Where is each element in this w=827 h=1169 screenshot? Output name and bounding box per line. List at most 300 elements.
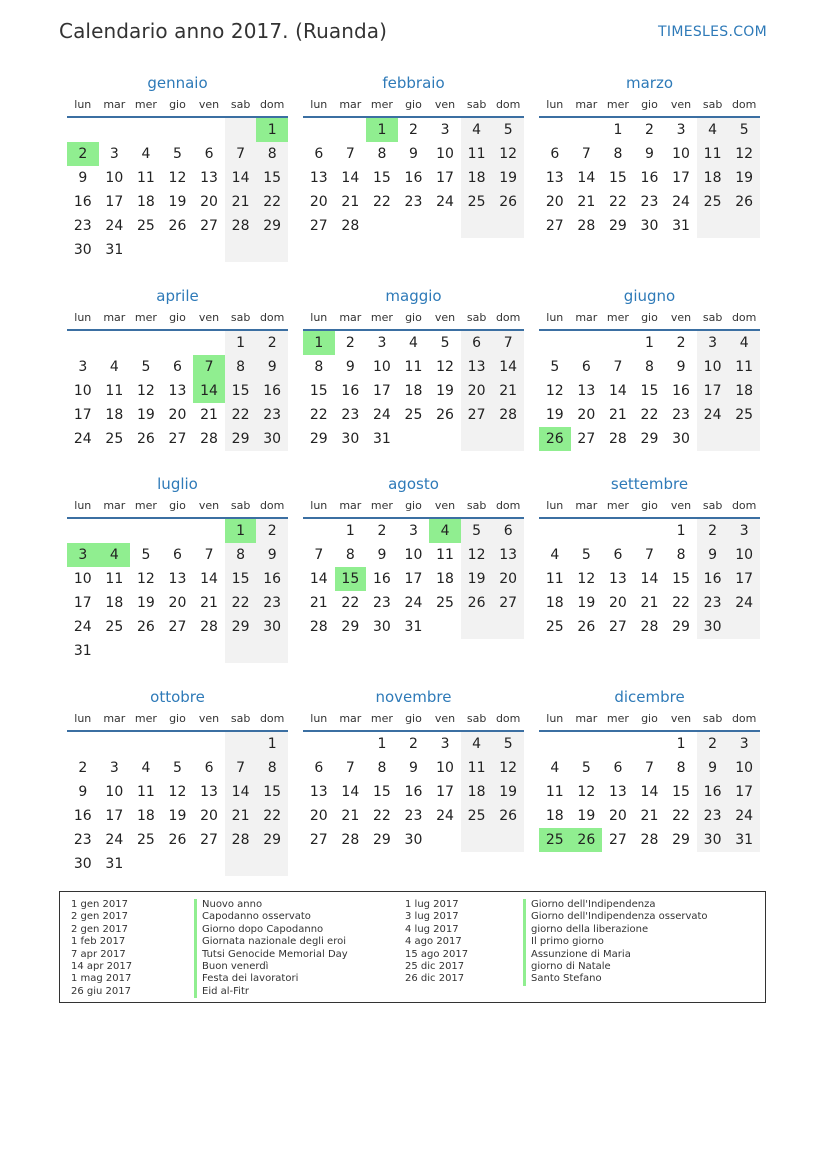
day-cell[interactable]: 9 xyxy=(645,146,654,162)
day-cell[interactable]: 13 xyxy=(200,784,218,800)
day-cell[interactable]: 1 xyxy=(613,122,623,138)
day-cell[interactable]: 4 xyxy=(550,547,560,563)
day-cell[interactable]: 26 xyxy=(571,828,603,852)
day-cell[interactable]: 25 xyxy=(461,190,493,214)
day-cell[interactable]: 15 xyxy=(309,383,328,399)
day-cell[interactable]: 9 xyxy=(676,359,686,375)
day-cell[interactable]: 16 xyxy=(256,379,288,403)
day-cell[interactable]: 26 xyxy=(168,832,187,848)
day-cell[interactable]: 9 xyxy=(409,760,418,776)
day-cell[interactable]: 18 xyxy=(545,595,564,611)
day-cell[interactable]: 3 xyxy=(67,543,99,567)
day-cell[interactable]: 11 xyxy=(545,784,564,800)
day-cell[interactable]: 2 xyxy=(409,736,418,752)
day-cell[interactable]: 23 xyxy=(372,595,391,611)
day-cell[interactable]: 20 xyxy=(309,808,328,824)
day-cell[interactable]: 31 xyxy=(105,242,124,258)
day-cell[interactable]: 22 xyxy=(608,194,627,210)
day-cell[interactable]: 2 xyxy=(676,335,686,351)
day-cell[interactable]: 18 xyxy=(105,407,124,423)
day-cell[interactable]: 8 xyxy=(345,547,355,563)
day-cell[interactable]: 26 xyxy=(539,427,571,451)
day-cell[interactable]: 18 xyxy=(461,166,493,190)
day-cell[interactable]: 11 xyxy=(461,142,493,166)
day-cell[interactable]: 12 xyxy=(577,571,596,587)
day-cell[interactable]: 1 xyxy=(303,331,335,355)
day-cell[interactable]: 4 xyxy=(109,359,119,375)
day-cell[interactable]: 10 xyxy=(73,571,92,587)
day-cell[interactable]: 13 xyxy=(168,571,187,587)
day-cell[interactable]: 27 xyxy=(461,403,493,427)
day-cell[interactable]: 2 xyxy=(377,523,387,539)
day-cell[interactable]: 3 xyxy=(676,122,686,138)
day-cell[interactable]: 12 xyxy=(168,170,187,186)
day-cell[interactable]: 28 xyxy=(640,619,659,635)
day-cell[interactable]: 29 xyxy=(372,832,391,848)
day-cell[interactable]: 8 xyxy=(613,146,623,162)
day-cell[interactable]: 29 xyxy=(256,828,288,852)
day-cell[interactable]: 4 xyxy=(141,760,151,776)
day-cell[interactable]: 13 xyxy=(461,355,493,379)
day-cell[interactable]: 1 xyxy=(256,732,288,756)
day-cell[interactable]: 14 xyxy=(341,170,360,186)
day-cell[interactable]: 27 xyxy=(200,832,218,848)
day-cell[interactable]: 4 xyxy=(461,732,493,756)
day-cell[interactable]: 16 xyxy=(697,567,729,591)
day-cell[interactable]: 15 xyxy=(372,784,391,800)
day-cell[interactable]: 10 xyxy=(728,543,760,567)
day-cell[interactable]: 26 xyxy=(492,804,524,828)
day-cell[interactable]: 27 xyxy=(168,431,187,447)
day-cell[interactable]: 6 xyxy=(581,359,591,375)
day-cell[interactable]: 5 xyxy=(492,118,524,142)
day-cell[interactable]: 7 xyxy=(613,359,623,375)
day-cell[interactable]: 14 xyxy=(577,170,596,186)
day-cell[interactable]: 20 xyxy=(309,194,328,210)
day-cell[interactable]: 21 xyxy=(225,804,257,828)
day-cell[interactable]: 28 xyxy=(309,619,328,635)
day-cell[interactable]: 23 xyxy=(404,808,423,824)
day-cell[interactable]: 24 xyxy=(73,431,92,447)
day-cell[interactable]: 30 xyxy=(404,832,423,848)
day-cell[interactable]: 4 xyxy=(728,331,760,355)
day-cell[interactable]: 24 xyxy=(672,194,690,210)
day-cell[interactable]: 2 xyxy=(345,335,355,351)
day-cell[interactable]: 21 xyxy=(200,595,218,611)
day-cell[interactable]: 18 xyxy=(728,379,760,403)
day-cell[interactable]: 25 xyxy=(728,403,760,427)
day-cell[interactable]: 31 xyxy=(105,856,124,872)
day-cell[interactable]: 13 xyxy=(309,170,328,186)
day-cell[interactable]: 11 xyxy=(697,142,729,166)
day-cell[interactable]: 18 xyxy=(461,780,493,804)
day-cell[interactable]: 14 xyxy=(492,355,524,379)
day-cell[interactable]: 2 xyxy=(256,331,288,355)
day-cell[interactable]: 25 xyxy=(461,804,493,828)
day-cell[interactable]: 7 xyxy=(345,146,355,162)
day-cell[interactable]: 3 xyxy=(728,519,760,543)
day-cell[interactable]: 24 xyxy=(697,403,729,427)
day-cell[interactable]: 31 xyxy=(404,619,423,635)
day-cell[interactable]: 29 xyxy=(672,832,690,848)
day-cell[interactable]: 20 xyxy=(577,407,596,423)
day-cell[interactable]: 13 xyxy=(577,383,596,399)
day-cell[interactable]: 10 xyxy=(672,146,690,162)
day-cell[interactable]: 12 xyxy=(136,571,155,587)
day-cell[interactable]: 19 xyxy=(168,808,187,824)
day-cell[interactable]: 29 xyxy=(640,431,659,447)
day-cell[interactable]: 17 xyxy=(436,170,454,186)
day-cell[interactable]: 1 xyxy=(676,736,686,752)
day-cell[interactable]: 7 xyxy=(581,146,591,162)
day-cell[interactable]: 24 xyxy=(105,218,124,234)
day-cell[interactable]: 18 xyxy=(436,571,454,587)
day-cell[interactable]: 26 xyxy=(492,190,524,214)
day-cell[interactable]: 26 xyxy=(136,619,155,635)
day-cell[interactable]: 13 xyxy=(608,571,627,587)
day-cell[interactable]: 10 xyxy=(404,547,423,563)
day-cell[interactable]: 31 xyxy=(73,643,92,659)
day-cell[interactable]: 20 xyxy=(200,194,218,210)
day-cell[interactable]: 10 xyxy=(73,383,92,399)
day-cell[interactable]: 20 xyxy=(608,595,627,611)
day-cell[interactable]: 19 xyxy=(577,595,596,611)
day-cell[interactable]: 7 xyxy=(645,547,654,563)
day-cell[interactable]: 5 xyxy=(581,547,591,563)
day-cell[interactable]: 10 xyxy=(105,170,124,186)
day-cell[interactable]: 18 xyxy=(697,166,729,190)
day-cell[interactable]: 28 xyxy=(640,832,659,848)
day-cell[interactable]: 26 xyxy=(436,407,454,423)
day-cell[interactable]: 7 xyxy=(193,355,225,379)
day-cell[interactable]: 28 xyxy=(225,214,257,238)
day-cell[interactable]: 5 xyxy=(173,760,182,776)
day-cell[interactable]: 20 xyxy=(608,808,627,824)
day-cell[interactable]: 22 xyxy=(225,591,257,615)
day-cell[interactable]: 5 xyxy=(728,118,760,142)
day-cell[interactable]: 28 xyxy=(608,431,627,447)
day-cell[interactable]: 24 xyxy=(404,595,423,611)
day-cell[interactable]: 7 xyxy=(314,547,324,563)
day-cell[interactable]: 28 xyxy=(341,218,360,234)
day-cell[interactable]: 14 xyxy=(640,784,659,800)
day-cell[interactable]: 6 xyxy=(204,146,214,162)
day-cell[interactable]: 5 xyxy=(550,359,560,375)
day-cell[interactable]: 22 xyxy=(372,194,391,210)
day-cell[interactable]: 3 xyxy=(440,122,450,138)
day-cell[interactable]: 12 xyxy=(492,142,524,166)
day-cell[interactable]: 29 xyxy=(672,619,690,635)
day-cell[interactable]: 21 xyxy=(341,194,360,210)
day-cell[interactable]: 23 xyxy=(73,218,92,234)
day-cell[interactable]: 23 xyxy=(341,407,360,423)
day-cell[interactable]: 5 xyxy=(173,146,182,162)
day-cell[interactable]: 13 xyxy=(545,170,564,186)
day-cell[interactable]: 30 xyxy=(256,427,288,451)
day-cell[interactable]: 21 xyxy=(341,808,360,824)
day-cell[interactable]: 22 xyxy=(640,407,659,423)
day-cell[interactable]: 6 xyxy=(492,519,524,543)
day-cell[interactable]: 15 xyxy=(640,383,659,399)
day-cell[interactable]: 14 xyxy=(640,571,659,587)
day-cell[interactable]: 21 xyxy=(200,407,218,423)
day-cell[interactable]: 9 xyxy=(78,784,88,800)
day-cell[interactable]: 11 xyxy=(105,383,124,399)
day-cell[interactable]: 11 xyxy=(136,170,155,186)
day-cell[interactable]: 26 xyxy=(168,218,187,234)
day-cell[interactable]: 8 xyxy=(225,543,257,567)
day-cell[interactable]: 12 xyxy=(728,142,760,166)
day-cell[interactable]: 6 xyxy=(173,547,182,563)
day-cell[interactable]: 18 xyxy=(105,595,124,611)
day-cell[interactable]: 30 xyxy=(73,856,92,872)
day-cell[interactable]: 20 xyxy=(168,595,187,611)
day-cell[interactable]: 2 xyxy=(645,122,654,138)
day-cell[interactable]: 21 xyxy=(309,595,328,611)
day-cell[interactable]: 11 xyxy=(404,359,423,375)
day-cell[interactable]: 15 xyxy=(372,170,391,186)
day-cell[interactable]: 20 xyxy=(461,379,493,403)
day-cell[interactable]: 25 xyxy=(136,832,155,848)
day-cell[interactable]: 17 xyxy=(728,780,760,804)
day-cell[interactable]: 19 xyxy=(436,383,454,399)
day-cell[interactable]: 27 xyxy=(309,218,328,234)
day-cell[interactable]: 26 xyxy=(461,591,493,615)
day-cell[interactable]: 30 xyxy=(73,242,92,258)
day-cell[interactable]: 22 xyxy=(309,407,328,423)
day-cell[interactable]: 3 xyxy=(78,359,88,375)
day-cell[interactable]: 27 xyxy=(168,619,187,635)
day-cell[interactable]: 25 xyxy=(404,407,423,423)
day-cell[interactable]: 10 xyxy=(105,784,124,800)
day-cell[interactable]: 13 xyxy=(200,170,218,186)
day-cell[interactable]: 24 xyxy=(728,591,760,615)
day-cell[interactable]: 8 xyxy=(645,359,654,375)
day-cell[interactable]: 1 xyxy=(256,118,288,142)
day-cell[interactable]: 16 xyxy=(404,784,423,800)
day-cell[interactable]: 19 xyxy=(461,567,493,591)
day-cell[interactable]: 2 xyxy=(697,732,729,756)
day-cell[interactable]: 2 xyxy=(409,122,418,138)
day-cell[interactable]: 19 xyxy=(136,407,155,423)
day-cell[interactable]: 9 xyxy=(697,543,729,567)
day-cell[interactable]: 14 xyxy=(193,379,225,403)
day-cell[interactable]: 9 xyxy=(345,359,355,375)
day-cell[interactable]: 16 xyxy=(73,808,92,824)
day-cell[interactable]: 7 xyxy=(345,760,355,776)
day-cell[interactable]: 10 xyxy=(436,760,454,776)
day-cell[interactable]: 27 xyxy=(608,832,627,848)
day-cell[interactable]: 22 xyxy=(256,190,288,214)
day-cell[interactable]: 12 xyxy=(168,784,187,800)
day-cell[interactable]: 6 xyxy=(613,760,623,776)
day-cell[interactable]: 10 xyxy=(697,355,729,379)
day-cell[interactable]: 19 xyxy=(577,808,596,824)
day-cell[interactable]: 22 xyxy=(225,403,257,427)
day-cell[interactable]: 26 xyxy=(136,431,155,447)
day-cell[interactable]: 18 xyxy=(136,194,155,210)
day-cell[interactable]: 15 xyxy=(608,170,627,186)
day-cell[interactable]: 2 xyxy=(256,519,288,543)
day-cell[interactable]: 21 xyxy=(608,407,627,423)
day-cell[interactable]: 6 xyxy=(613,547,623,563)
day-cell[interactable]: 19 xyxy=(728,166,760,190)
day-cell[interactable]: 30 xyxy=(256,615,288,639)
day-cell[interactable]: 16 xyxy=(404,170,423,186)
day-cell[interactable]: 20 xyxy=(545,194,564,210)
day-cell[interactable]: 18 xyxy=(136,808,155,824)
day-cell[interactable]: 13 xyxy=(168,383,187,399)
day-cell[interactable]: 25 xyxy=(545,619,564,635)
day-cell[interactable]: 30 xyxy=(640,218,659,234)
day-cell[interactable]: 7 xyxy=(492,331,524,355)
day-cell[interactable]: 14 xyxy=(225,780,257,804)
day-cell[interactable]: 3 xyxy=(377,335,387,351)
day-cell[interactable]: 5 xyxy=(461,519,493,543)
day-cell[interactable]: 9 xyxy=(256,543,288,567)
day-cell[interactable]: 20 xyxy=(168,407,187,423)
day-cell[interactable]: 11 xyxy=(461,756,493,780)
day-cell[interactable]: 17 xyxy=(672,170,690,186)
day-cell[interactable]: 17 xyxy=(105,808,124,824)
day-cell[interactable]: 25 xyxy=(697,190,729,214)
day-cell[interactable]: 1 xyxy=(676,523,686,539)
day-cell[interactable]: 15 xyxy=(672,784,690,800)
day-cell[interactable]: 14 xyxy=(225,166,257,190)
day-cell[interactable]: 1 xyxy=(225,331,257,355)
day-cell[interactable]: 29 xyxy=(341,619,360,635)
day-cell[interactable]: 28 xyxy=(341,832,360,848)
day-cell[interactable]: 1 xyxy=(345,523,355,539)
day-cell[interactable]: 24 xyxy=(372,407,391,423)
day-cell[interactable]: 17 xyxy=(728,567,760,591)
day-cell[interactable]: 1 xyxy=(225,519,257,543)
day-cell[interactable]: 29 xyxy=(608,218,627,234)
day-cell[interactable]: 1 xyxy=(645,335,654,351)
day-cell[interactable]: 17 xyxy=(372,383,391,399)
day-cell[interactable]: 4 xyxy=(697,118,729,142)
day-cell[interactable]: 28 xyxy=(200,431,218,447)
day-cell[interactable]: 18 xyxy=(404,383,423,399)
day-cell[interactable]: 27 xyxy=(608,619,627,635)
day-cell[interactable]: 22 xyxy=(256,804,288,828)
day-cell[interactable]: 8 xyxy=(225,355,257,379)
day-cell[interactable]: 8 xyxy=(256,142,288,166)
day-cell[interactable]: 27 xyxy=(492,591,524,615)
day-cell[interactable]: 23 xyxy=(256,591,288,615)
day-cell[interactable]: 11 xyxy=(136,784,155,800)
day-cell[interactable]: 14 xyxy=(200,571,218,587)
day-cell[interactable]: 17 xyxy=(73,407,92,423)
day-cell[interactable]: 17 xyxy=(404,571,423,587)
day-cell[interactable]: 18 xyxy=(545,808,564,824)
day-cell[interactable]: 8 xyxy=(314,359,324,375)
day-cell[interactable]: 21 xyxy=(577,194,596,210)
day-cell[interactable]: 9 xyxy=(256,355,288,379)
day-cell[interactable]: 27 xyxy=(545,218,564,234)
day-cell[interactable]: 3 xyxy=(109,760,119,776)
day-cell[interactable]: 12 xyxy=(461,543,493,567)
day-cell[interactable]: 19 xyxy=(492,166,524,190)
day-cell[interactable]: 10 xyxy=(728,756,760,780)
day-cell[interactable]: 3 xyxy=(440,736,450,752)
day-cell[interactable]: 19 xyxy=(492,780,524,804)
day-cell[interactable]: 4 xyxy=(141,146,151,162)
day-cell[interactable]: 2 xyxy=(697,519,729,543)
day-cell[interactable]: 30 xyxy=(372,619,391,635)
day-cell[interactable]: 4 xyxy=(409,335,418,351)
day-cell[interactable]: 11 xyxy=(105,571,124,587)
day-cell[interactable]: 8 xyxy=(676,547,686,563)
day-cell[interactable]: 11 xyxy=(728,355,760,379)
day-cell[interactable]: 29 xyxy=(225,427,257,451)
day-cell[interactable]: 11 xyxy=(545,571,564,587)
day-cell[interactable]: 6 xyxy=(550,146,560,162)
day-cell[interactable]: 16 xyxy=(341,383,360,399)
day-cell[interactable]: 4 xyxy=(550,760,560,776)
day-cell[interactable]: 23 xyxy=(256,403,288,427)
day-cell[interactable]: 19 xyxy=(136,595,155,611)
day-cell[interactable]: 30 xyxy=(697,828,729,852)
day-cell[interactable]: 2 xyxy=(67,142,99,166)
day-cell[interactable]: 21 xyxy=(640,808,659,824)
day-cell[interactable]: 10 xyxy=(372,359,391,375)
day-cell[interactable]: 7 xyxy=(225,142,257,166)
day-cell[interactable]: 16 xyxy=(73,194,92,210)
day-cell[interactable]: 29 xyxy=(225,615,257,639)
day-cell[interactable]: 28 xyxy=(577,218,596,234)
day-cell[interactable]: 12 xyxy=(577,784,596,800)
day-cell[interactable]: 16 xyxy=(640,170,659,186)
day-cell[interactable]: 25 xyxy=(539,828,571,852)
day-cell[interactable]: 6 xyxy=(314,760,324,776)
day-cell[interactable]: 9 xyxy=(697,756,729,780)
day-cell[interactable]: 13 xyxy=(492,543,524,567)
day-cell[interactable]: 12 xyxy=(436,359,454,375)
day-cell[interactable]: 6 xyxy=(461,331,493,355)
day-cell[interactable]: 17 xyxy=(697,379,729,403)
day-cell[interactable]: 23 xyxy=(640,194,659,210)
day-cell[interactable]: 15 xyxy=(256,780,288,804)
brand-link[interactable]: TIMESLES.COM xyxy=(658,24,767,40)
day-cell[interactable]: 16 xyxy=(697,780,729,804)
day-cell[interactable]: 3 xyxy=(697,331,729,355)
day-cell[interactable]: 8 xyxy=(256,756,288,780)
day-cell[interactable]: 12 xyxy=(545,383,564,399)
day-cell[interactable]: 12 xyxy=(492,756,524,780)
day-cell[interactable]: 7 xyxy=(645,760,654,776)
day-cell[interactable]: 30 xyxy=(697,615,729,639)
day-cell[interactable]: 30 xyxy=(341,431,360,447)
day-cell[interactable]: 5 xyxy=(492,732,524,756)
day-cell[interactable]: 9 xyxy=(409,146,418,162)
day-cell[interactable]: 10 xyxy=(436,146,454,162)
day-cell[interactable]: 20 xyxy=(492,567,524,591)
day-cell[interactable]: 30 xyxy=(672,431,690,447)
day-cell[interactable]: 12 xyxy=(136,383,155,399)
day-cell[interactable]: 17 xyxy=(73,595,92,611)
day-cell[interactable]: 24 xyxy=(728,804,760,828)
day-cell[interactable]: 27 xyxy=(577,431,596,447)
day-cell[interactable]: 26 xyxy=(577,619,596,635)
day-cell[interactable]: 25 xyxy=(436,595,454,611)
day-cell[interactable]: 29 xyxy=(309,431,328,447)
day-cell[interactable]: 16 xyxy=(672,383,690,399)
day-cell[interactable]: 15 xyxy=(256,166,288,190)
day-cell[interactable]: 24 xyxy=(73,619,92,635)
day-cell[interactable]: 23 xyxy=(73,832,92,848)
day-cell[interactable]: 31 xyxy=(672,218,690,234)
